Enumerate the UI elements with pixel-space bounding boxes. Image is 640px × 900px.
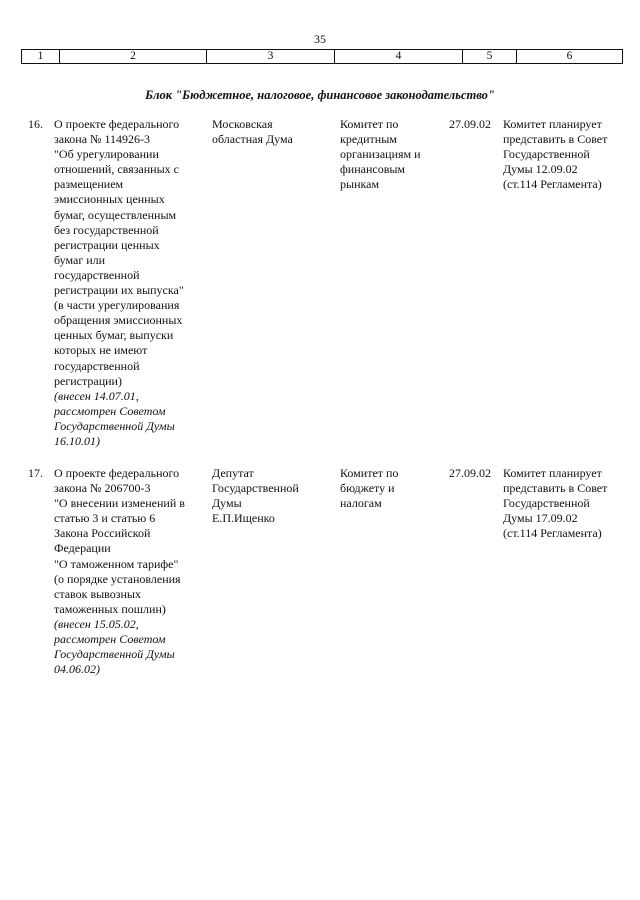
initiator — [212, 466, 332, 526]
text-line: закона № 206700-3 — [54, 481, 151, 496]
text-line: бумаг, осуществленным — [54, 207, 177, 222]
text-line: "О внесении изменений в — [54, 496, 185, 511]
text-line: кредитным — [340, 132, 397, 147]
text-line: налогам — [340, 496, 382, 511]
text-line: отношений, связанных с — [54, 162, 179, 177]
column-header-1: 1 — [22, 50, 60, 64]
text-line: О проекте федерального — [54, 466, 180, 480]
responsible-committee — [340, 117, 445, 192]
text-line: Федерации — [54, 541, 111, 556]
text-line: (о порядке установления — [54, 571, 181, 586]
date: 27.09.02 — [449, 117, 491, 131]
text-line: Думы — [212, 496, 242, 511]
text-line: регистрации их выпуска" — [54, 283, 184, 298]
note — [503, 117, 628, 192]
text-line: "Об урегулировании — [54, 147, 159, 162]
text-line: Думы 12.09.02 — [503, 162, 578, 177]
text-line: регистрации) — [54, 373, 122, 388]
text-line: О проекте федерального — [54, 117, 180, 131]
text-line: Думы 17.09.02 — [503, 511, 578, 526]
text-line: Е.П.Ищенко — [212, 511, 275, 526]
text-line: (ст.114 Регламента) — [503, 526, 602, 541]
initiator — [212, 117, 332, 147]
column-header-row — [21, 49, 623, 64]
bill-description — [54, 466, 204, 677]
text-line: 16.10.01) — [54, 433, 100, 448]
text-line: регистрации ценных — [54, 237, 160, 252]
text-line: обращения эмиссионных — [54, 313, 183, 328]
text-line: ставок вывозных — [54, 586, 141, 601]
column-header-6: 6 — [517, 50, 623, 64]
text-line: Комитет планирует — [503, 466, 602, 480]
text-line: (ст.114 Регламента) — [503, 177, 602, 192]
text-line: статью 3 и статью 6 — [54, 511, 156, 526]
text-line: Государственной — [503, 496, 590, 511]
text-line: рассмотрен Советом — [54, 403, 166, 418]
text-line: представить в Совет — [503, 481, 608, 496]
text-line: (внесен 15.05.02, — [54, 616, 139, 631]
text-line: Депутат — [212, 466, 254, 480]
date: 27.09.02 — [449, 466, 491, 480]
bill-description — [54, 117, 204, 449]
text-line: государственной — [54, 358, 140, 373]
text-line: бюджету и — [340, 481, 395, 496]
text-line: бумаг или — [54, 252, 106, 267]
block-title: Блок "Бюджетное, налоговое, финансовое законодательство" — [145, 88, 495, 102]
text-line: организациям и — [340, 147, 421, 162]
text-line: Государственной Думы — [54, 418, 175, 433]
text-line: областная Дума — [212, 132, 293, 147]
text-line: (в части урегулирования — [54, 298, 180, 313]
text-line: закона № 114926-3 — [54, 132, 151, 147]
text-line: Государственной — [503, 147, 590, 162]
page-number: 35 — [314, 32, 326, 46]
text-line: Государственной — [212, 481, 299, 496]
column-header-4: 4 — [335, 50, 463, 64]
text-line: таможенных пошлин) — [54, 601, 166, 616]
text-line: государственной — [54, 267, 140, 282]
text-line: эмиссионных ценных — [54, 192, 165, 207]
text-line: Комитет планирует — [503, 117, 602, 131]
text-line: "О таможенном тарифе" — [54, 556, 179, 571]
note — [503, 466, 628, 541]
row-number: 16. — [28, 117, 43, 131]
column-header-2: 2 — [60, 50, 207, 64]
responsible-committee — [340, 466, 445, 511]
text-line: Государственной Думы — [54, 647, 175, 662]
text-line: представить в Совет — [503, 132, 608, 147]
text-line: Московская — [212, 117, 273, 131]
text-line: Комитет по — [340, 466, 399, 480]
row-number: 17. — [28, 466, 43, 480]
text-line: ценных бумаг, выпуски — [54, 328, 174, 343]
text-line: (внесен 14.07.01, — [54, 388, 139, 403]
text-line: размещением — [54, 177, 124, 192]
text-line: рынкам — [340, 177, 380, 192]
text-line: Закона Российской — [54, 526, 151, 541]
text-line: финансовым — [340, 162, 406, 177]
text-line: рассмотрен Советом — [54, 632, 166, 647]
text-line: которых не имеют — [54, 343, 148, 358]
text-line: 04.06.02) — [54, 662, 100, 677]
text-line: Комитет по — [340, 117, 399, 131]
column-header-3: 3 — [207, 50, 335, 64]
text-line: без государственной — [54, 222, 159, 237]
column-header-5: 5 — [463, 50, 517, 64]
